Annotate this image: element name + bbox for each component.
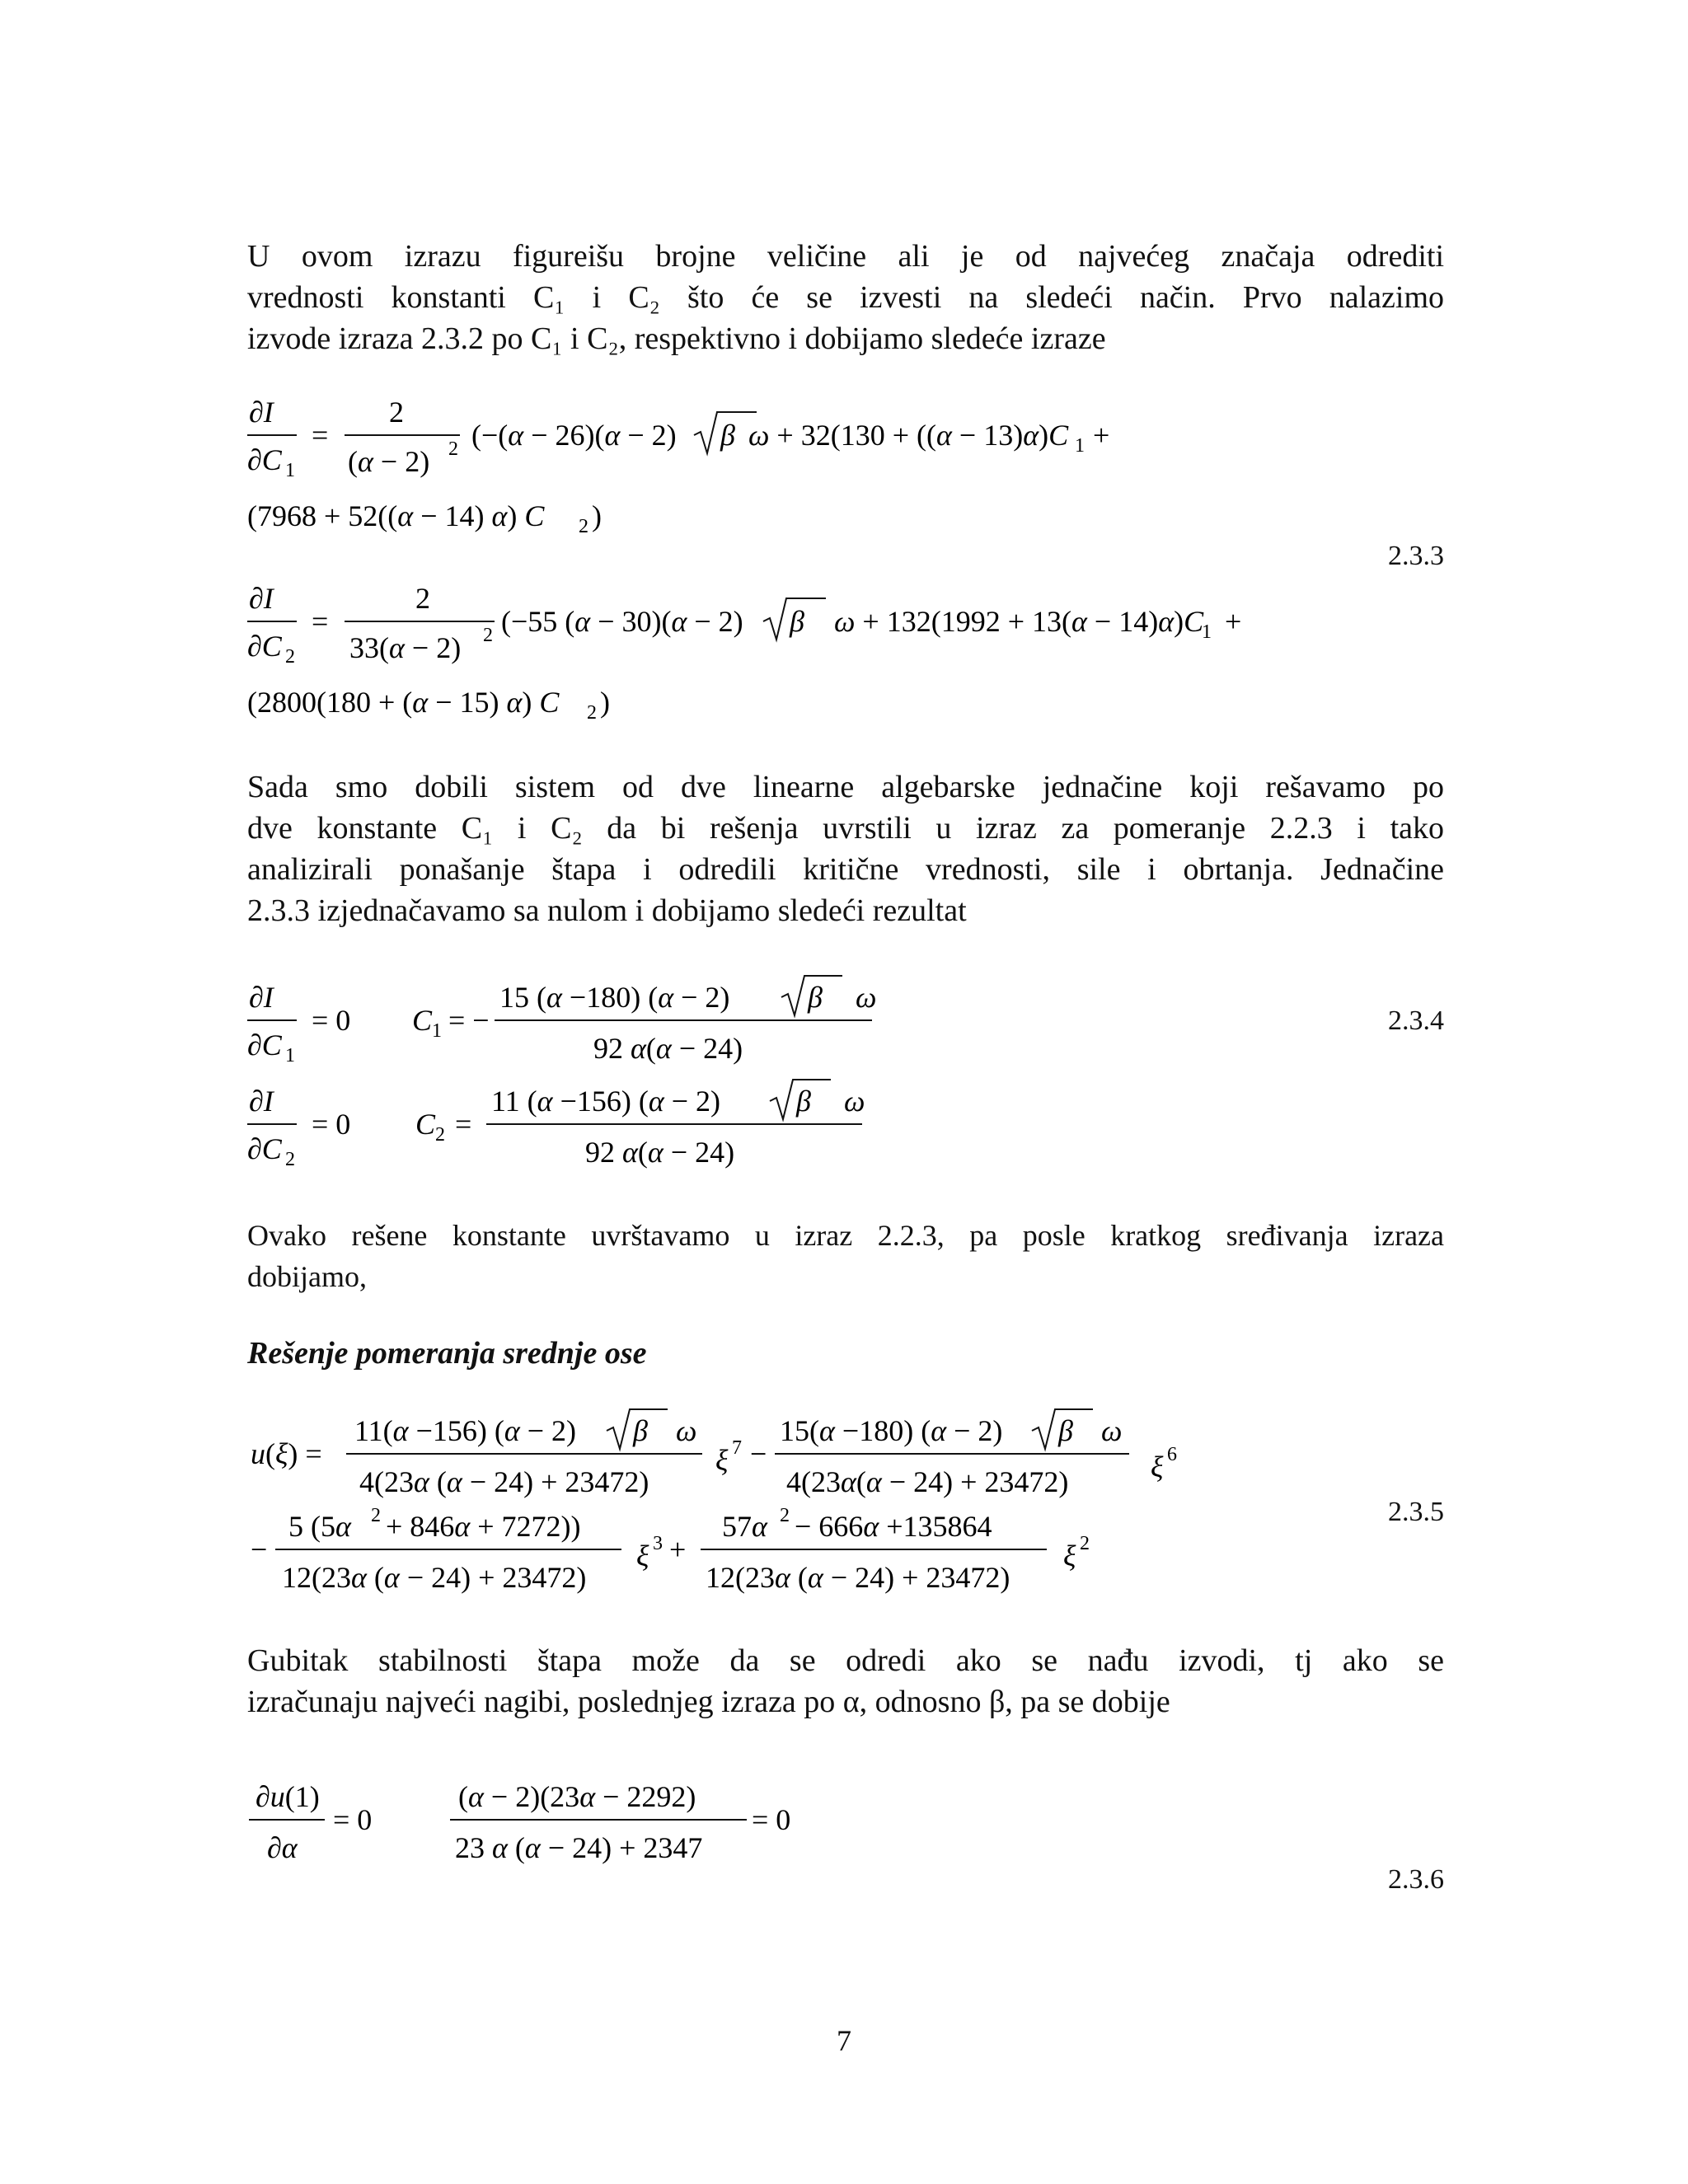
text-line: vrednosti konstanti C₁ i C₂ što će se izvesti na sledeći način. Prvo nalazimo [247,280,1444,315]
page-number: 7 [837,2024,851,2057]
svg-text:11 (α −156) (α − 2): 11 (α −156) (α − 2) [491,1085,721,1118]
svg-text:(−55 (α − 30)(α − 2): (−55 (α − 30)(α − 2) [501,605,743,638]
svg-text:ξ: ξ [1063,1540,1076,1572]
svg-text:∂u(1): ∂u(1) [256,1780,320,1813]
svg-text:C: C [415,1108,436,1141]
svg-text:2: 2 [371,1505,381,1526]
equation-number: 2.3.3 [1388,541,1444,571]
svg-text:=: = [312,605,329,638]
svg-text:β: β [796,1085,811,1118]
svg-text:2: 2 [483,625,493,646]
svg-text:ω + 132(1992 + 13(α − 14)α)C: ω + 132(1992 + 13(α − 14)α)C [834,605,1204,638]
svg-text:2: 2 [780,1505,790,1526]
svg-text:11(α −156) (α − 2): 11(α −156) (α − 2) [354,1414,577,1447]
svg-text:ω: ω [844,1085,865,1118]
text-line: U ovom izrazu figureišu brojne veličine ali je od najvećeg značaja odrediti [247,239,1444,274]
svg-text:(7968 + 52((α − 14) α) C: (7968 + 52((α − 14) α) C [247,499,545,532]
svg-text:15 (α −180) (α − 2): 15 (α −180) (α − 2) [499,981,730,1014]
svg-text:−: − [750,1437,767,1470]
svg-text:1: 1 [432,1020,442,1042]
svg-text:u(ξ) =: u(ξ) = [251,1437,322,1470]
text-line: 2.3.3 izjednačavamo sa nulom i dobijamo sledeći rezultat [247,893,967,928]
svg-text:2: 2 [435,1124,445,1146]
text-line: dve konstante C₁ i C₂ da bi rešenja uvrstili u izraz za pomeranje 2.2.3 i tako [247,811,1444,846]
svg-text:∂I: ∂I [249,582,274,615]
svg-text:= 0: = 0 [312,1004,351,1037]
svg-text:): ) [592,499,602,532]
text-line: Ovako rešene konstante uvrštavamo u izraz 2.2.3, pa posle kratkog sređivanja izraza [247,1219,1444,1252]
equation-2-3-6 [239,1772,898,1879]
text-line: izvode izraza 2.3.2 po C₁ i C₂, respektivno i dobijamo sledeće izraze [247,321,1106,356]
svg-text:+: + [1093,419,1110,452]
svg-text:2: 2 [448,438,458,460]
svg-text:=: = [455,1108,472,1141]
svg-text:5 (5α: 5 (5α [288,1510,351,1543]
svg-text:ω: ω [1101,1414,1123,1447]
svg-text:ξ: ξ [715,1444,729,1477]
svg-text:∂I: ∂I [249,1085,274,1118]
svg-text:β: β [720,419,735,452]
svg-text:12(23α (α − 24) + 23472): 12(23α (α − 24) + 23472) [282,1561,587,1594]
svg-text:2: 2 [285,1149,295,1170]
svg-text:β: β [633,1414,648,1447]
svg-text:= 0: = 0 [312,1108,351,1141]
svg-text:= 0: = 0 [752,1803,791,1836]
svg-text:3: 3 [653,1533,663,1554]
svg-text:∂I: ∂I [249,396,274,429]
paragraph-intro [247,236,1444,359]
svg-text:92 α(α − 24): 92 α(α − 24) [585,1136,735,1169]
svg-text:ω + 32(130 + ((α − 13)α)C: ω + 32(130 + ((α − 13)α)C [748,419,1069,452]
svg-text:β: β [1058,1414,1073,1447]
svg-text:2: 2 [285,646,295,668]
svg-text:(2800(180 + (α − 15) α) C: (2800(180 + (α − 15) α) C [247,686,560,719]
svg-text:1: 1 [285,460,295,481]
svg-text:(−(α − 26)(α − 2): (−(α − 26)(α − 2) [471,419,677,452]
svg-text:4(23α(α − 24) + 23472): 4(23α(α − 24) + 23472) [786,1465,1069,1498]
svg-text:ξ: ξ [1151,1451,1164,1483]
svg-text:∂C: ∂C [247,1029,282,1062]
svg-text:= −: = − [448,1004,490,1037]
svg-text:92 α(α − 24): 92 α(α − 24) [593,1032,743,1065]
svg-text:2: 2 [1080,1533,1090,1554]
svg-text:2: 2 [587,702,597,724]
svg-text:∂I: ∂I [249,981,274,1014]
svg-text:6: 6 [1167,1444,1177,1465]
svg-text:C: C [412,1004,433,1037]
equation-2-3-3 [239,387,1311,733]
text-line: analizirali ponašanje štapa i odredili kritične vrednosti, sile i obrtanja. Jednačine [247,852,1444,887]
equation-number: 2.3.5 [1388,1497,1444,1527]
equation-number: 2.3.6 [1388,1864,1444,1895]
svg-text:β: β [790,605,804,638]
svg-text:ξ: ξ [636,1540,649,1572]
svg-text:33(α − 2): 33(α − 2) [349,631,462,664]
svg-text:15(α −180) (α − 2): 15(α −180) (α − 2) [780,1414,1003,1447]
svg-text:∂C: ∂C [247,630,282,663]
equation-2-3-5 [239,1406,1228,1620]
svg-text:= 0: = 0 [333,1803,373,1836]
svg-text:ω: ω [676,1414,697,1447]
svg-text:−: − [251,1533,268,1566]
svg-text:(α − 2)(23α − 2292): (α − 2)(23α − 2292) [458,1780,696,1813]
svg-text:7: 7 [732,1437,742,1459]
text-line: dobijamo, [247,1260,367,1293]
svg-text:1: 1 [1075,435,1085,457]
svg-text:∂C: ∂C [247,443,282,476]
svg-text:ω: ω [856,981,877,1014]
text-line: Sada smo dobili sistem od dve linearne algebarske jednačine koji rešavamo po [247,770,1444,804]
svg-text:+: + [1225,605,1242,638]
svg-text:23 α (α − 24) + 2347: 23 α (α − 24) + 2347 [455,1831,703,1864]
equation-number: 2.3.4 [1388,1005,1444,1036]
svg-text:+ 846α + 7272)): + 846α + 7272)) [386,1510,581,1543]
svg-text:12(23α (α − 24) + 23472): 12(23α (α − 24) + 23472) [706,1561,1010,1594]
svg-text:(α − 2): (α − 2) [348,445,430,478]
svg-text:57α: 57α [722,1510,767,1543]
svg-text:4(23α (α − 24) + 23472): 4(23α (α − 24) + 23472) [359,1465,649,1498]
svg-text:): ) [600,686,610,719]
text-line: Gubitak stabilnosti štapa može da se odredi ako se nađu izvodi, tj ako se [247,1643,1444,1678]
svg-text:2: 2 [415,582,430,615]
svg-text:1: 1 [285,1045,295,1066]
svg-text:− 666α +135864: − 666α +135864 [795,1510,992,1543]
svg-text:+: + [669,1533,687,1566]
svg-text:2: 2 [389,396,404,429]
equation-2-3-4 [239,972,981,1187]
svg-text:2: 2 [579,516,588,537]
svg-text:1: 1 [1202,621,1212,643]
paragraph-system [247,766,1444,931]
svg-text:=: = [312,419,329,452]
paragraph-stability [247,1640,1444,1722]
svg-text:∂C: ∂C [247,1132,282,1165]
svg-text:β: β [808,981,823,1014]
text-line: izračunaju najveći nagibi, poslednjeg izraza po α, odnosno β, pa se dobije [247,1685,1170,1719]
svg-text:∂α: ∂α [267,1831,298,1864]
section-heading: Rešenje pomeranja srednje ose [247,1336,647,1371]
paragraph-substitution [247,1215,1444,1297]
